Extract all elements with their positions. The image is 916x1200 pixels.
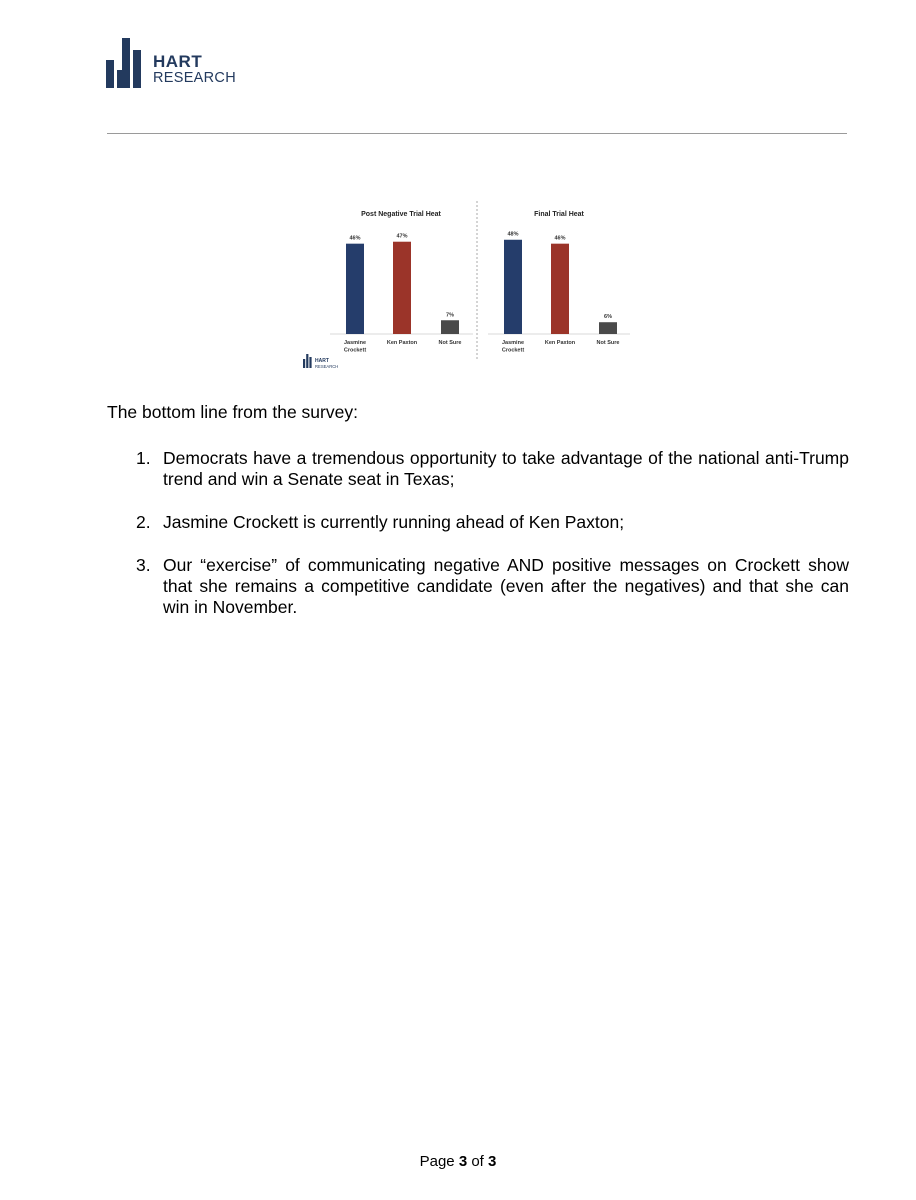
category-label: Ken Paxton: [544, 340, 576, 346]
footer-middle: of: [471, 1153, 484, 1170]
bar-value-label: 7%: [446, 312, 454, 319]
footer-prefix: Page: [419, 1153, 455, 1170]
panel-title: Post Negative Trial Heat: [361, 211, 441, 218]
category-label: Ken Paxton: [386, 340, 418, 346]
category-label: Not Sure: [438, 340, 462, 346]
bar-value-label: 48%: [507, 231, 519, 238]
trial-heat-chart: [300, 195, 630, 375]
bar-value-label: 46%: [554, 235, 566, 242]
category-label: Crockett: [343, 347, 367, 354]
hart-research-logo: [106, 38, 256, 90]
list-item-text: Jasmine Crockett is currently running ahead of Ken Paxton;: [163, 512, 625, 532]
category-label: Not Sure: [596, 340, 620, 346]
watermark-bar: [309, 357, 311, 368]
list-item-text: Our “exercise” of communicating negative AND positive messages on Crockett show that she remains a competitive candidate (even after the negatives) and that she can win in November.: [163, 555, 849, 617]
list-item: [107, 512, 849, 533]
watermark-bar: [306, 354, 308, 368]
bar: [599, 322, 617, 334]
intro-text: The bottom line from the survey:: [107, 402, 358, 422]
logo-text: [153, 54, 236, 86]
logo-line1: HART: [153, 52, 203, 71]
bar: [504, 240, 522, 334]
trial-heat-chart-svg: [300, 195, 630, 375]
bar: [441, 320, 459, 334]
list-item: [107, 555, 849, 618]
category-label: Crockett: [501, 347, 525, 354]
bar-value-label: 6%: [604, 314, 612, 321]
bar: [346, 244, 364, 334]
logo-bars-icon: [106, 38, 148, 88]
bar-value-label: 47%: [396, 233, 408, 240]
footer-total-pages: 3: [488, 1153, 497, 1170]
watermark-text: HART: [315, 358, 329, 364]
watermark-bar: [303, 359, 305, 368]
footer-current-page: 3: [458, 1153, 468, 1170]
list-item-number: 2.: [136, 512, 151, 532]
list-item: [107, 448, 849, 490]
page-footer: [0, 1153, 916, 1170]
list-item-number: 1.: [136, 448, 151, 468]
bar: [393, 242, 411, 334]
header-divider: [107, 133, 847, 134]
list-item-number: 3.: [136, 555, 151, 575]
bottom-line-list: [107, 448, 849, 640]
bar: [551, 244, 569, 334]
panel-title: Final Trial Heat: [534, 211, 584, 218]
bar-value-label: 46%: [349, 235, 361, 242]
logo-line2: RESEARCH: [153, 70, 236, 86]
watermark-text: RESEARCH: [315, 364, 339, 369]
category-label: Jasmine: [343, 340, 367, 346]
list-item-text: Democrats have a tremendous opportunity to take advantage of the national anti-Trump trend and win a Senate seat in Texas;: [163, 448, 849, 489]
category-label: Jasmine: [501, 340, 525, 346]
